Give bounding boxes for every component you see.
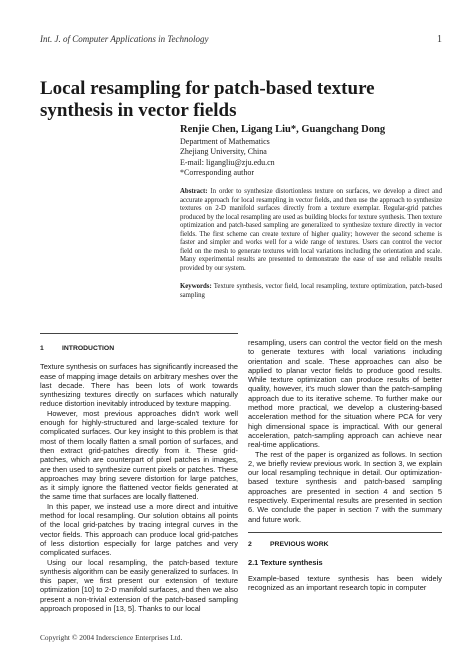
section-number: 2 <box>248 540 252 548</box>
affiliation-email: E-mail: ligangliu@zju.edu.cn <box>180 157 275 167</box>
affiliation-department: Department of Mathematics <box>180 137 270 146</box>
keywords-text: Texture synthesis, vector field, local resampling, texture optimization, patch-based sampling <box>180 283 442 299</box>
right-column <box>248 338 442 592</box>
body-paragraph: The rest of the paper is organized as follows. In section 2, we briefly review previous work. In section 3, we explain our local resampling technique in detail. Our optimization-based texture synthesis and patch-based sampling approaches are presented in section 4 and section 5 respectively. Experimental results are presented in section 6. We conclude the paper in section 7 with the summary and future work. <box>248 449 442 524</box>
author-list: Renjie Chen, Ligang Liu*, Guangchang Dong <box>180 124 386 135</box>
body-paragraph: In this paper, we instead use a more direct and intuitive method for local resampling. Our solution obtains all points of the local grid-patches by tracing integral curves in the vector fields. This approach can produce local grid-patches of less distortion especially for large patches and very complicated surfaces. <box>40 501 238 558</box>
page-number: 1 <box>437 34 442 45</box>
body-paragraph: Using our local resampling, the patch-based texture synthesis algorithm can be easily generalized to surfaces. In this paper, we first present our extension of texture optimization [10] to 2-D manifold surfaces, and then we also present a non-trivial extension of the patch-based sampling approach proposed in [13, 5]. Thanks to our local <box>40 557 238 614</box>
section-title: INTRODUCTION <box>62 345 115 352</box>
keywords-label: Keywords: <box>180 283 212 290</box>
section-heading-introduction <box>40 344 238 353</box>
left-column <box>40 344 238 613</box>
subsection-heading: 2.1 Texture synthesis <box>248 558 323 568</box>
section-number: 1 <box>40 345 44 352</box>
body-paragraph: resampling, users can control the vector field on the mesh to generate textures with local variations including orientation and scale. These approaches can also be applied to planar vector fields to produce good results. While texture optimization can produce results of better quality, however, it's much slower than the patch-sampling approach due to its iterative scheme. To further make our method more practical, we develop a clustering-based acceleration method for the situation where PCA for very high dimensional space is impractical. With our general acceleration, patch-sampling approach can achieve near real-time applications. <box>248 338 442 450</box>
affiliation-university: Zhejiang University, China <box>180 147 267 157</box>
abstract-text: In order to synthesize distortionless texture on surfaces, we develop a direct and accurate approach for local resampling in vector fields, and then use the approach to synthesize textures on 2-D manifold surfaces directly from a texture exemplar. Regular-grid patches produced by the local resampling are used as building blocks for texture synthesis. Then texture optimization and patch-based sampling are generalized to synthesize texture directly in vector fields. The first scheme can create texture of higher quality; however the second scheme is faster and simpler and works well for a wide range of textures. Users can control the vector field on the mesh to generate textures with local variations including the orientation and scale. Many experimental results are presented to demonstrate the ease of use and reliable results provided by our system. <box>180 188 442 272</box>
copyright-footer: Copyright © 2004 Inderscience Enterprises Ltd. <box>40 633 183 642</box>
section-title: PREVIOUS WORK <box>270 540 329 548</box>
abstract-label: Abstract: <box>180 188 208 195</box>
body-paragraph: However, most previous approaches didn't work well enough for highly-structured and large-scaled texture for complicated surfaces. Our key insight to this problem is that most of them locally flatten a small portion of surfaces, and then extract grid-patches directly from it. These grid-patches, which are counterpart of pixel patches in images, are then used to synthesize current pixels or patches. These approaches may bring severe distortion for large patches, as it simply ignore the flattened vector fields generated at the same time that surfaces are locally flattened. <box>40 408 238 502</box>
section-rule-left <box>40 333 238 334</box>
corresponding-author-note: *Corresponding author <box>180 168 254 178</box>
paper-title: Local resampling for patch-based texture synthesis in vector fields <box>40 78 375 121</box>
body-paragraph: Texture synthesis on surfaces has significantly increased the ease of mapping image details on arbitrary meshes over the last decade. There has been lots of work towards synthesizing textures directly on surfaces which naturally reduce distortion inevitably introduced by texture mapping. <box>40 362 239 409</box>
running-header-journal: Int. J. of Computer Applications in Technology <box>40 34 209 44</box>
affiliation-block <box>180 137 275 179</box>
body-paragraph: Example-based texture synthesis has been widely recognized as an important research topic in computer <box>248 573 442 592</box>
keywords <box>180 283 442 300</box>
abstract <box>180 188 442 273</box>
section-heading-previous-work <box>248 540 442 549</box>
